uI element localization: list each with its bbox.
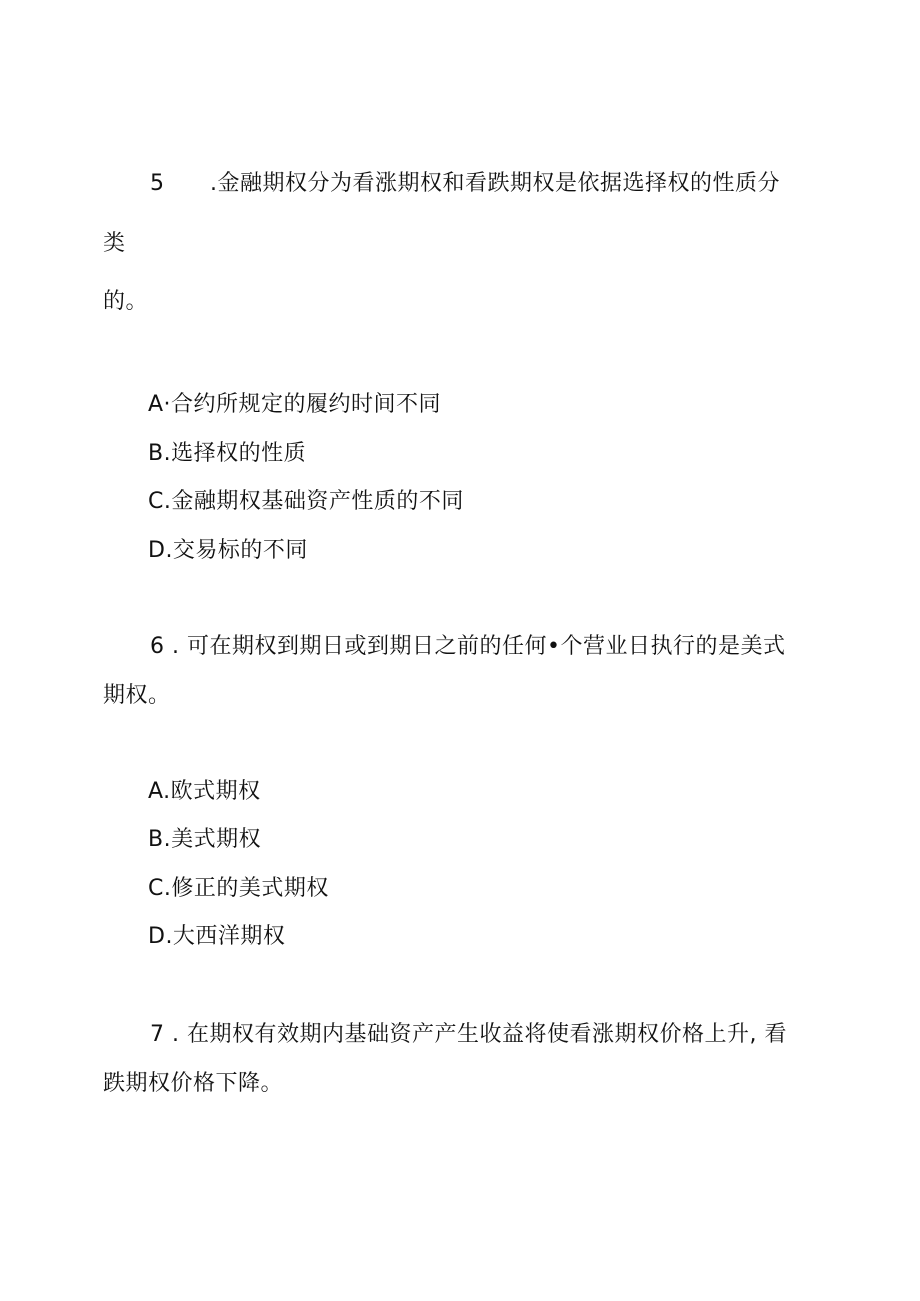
question-6-line-2: 期权。	[103, 683, 171, 708]
question-text: . 在期权有效期内基础资产产生收益将使看涨期权价格上升, 看	[172, 1022, 787, 1047]
question-5-line-1	[150, 169, 780, 199]
question-7-line-1	[150, 1020, 787, 1050]
question-number: 7	[150, 1022, 165, 1047]
question-6-option-d: D.大西洋期权	[148, 924, 286, 949]
question-5-option-c: C.金融期权基础资产性质的不同	[148, 489, 464, 514]
question-5-option-a: A·合约所规定的履约时间不同	[148, 392, 442, 417]
question-5-option-b: B.选择权的性质	[148, 441, 307, 466]
question-5-option-d: D.交易标的不同	[148, 538, 308, 563]
question-6-option-a: A.欧式期权	[148, 779, 261, 804]
question-number: 5	[150, 171, 165, 196]
question-text: .金融期权分为看涨期权和看跌期权是依据选择权的性质分	[210, 171, 780, 196]
question-number: 6	[150, 634, 165, 659]
question-6-line-1	[150, 632, 785, 662]
question-text: . 可在期权到期日或到期日之前的任何•个营业日执行的是美式	[172, 634, 786, 659]
question-5-line-3: 的。	[103, 289, 149, 314]
question-5-line-2: 类	[103, 231, 126, 256]
question-6-option-b: B.美式期权	[148, 827, 262, 852]
question-6-option-c: C.修正的美式期权	[148, 876, 329, 901]
question-7-line-2: 跌期权价格下降。	[103, 1071, 284, 1096]
